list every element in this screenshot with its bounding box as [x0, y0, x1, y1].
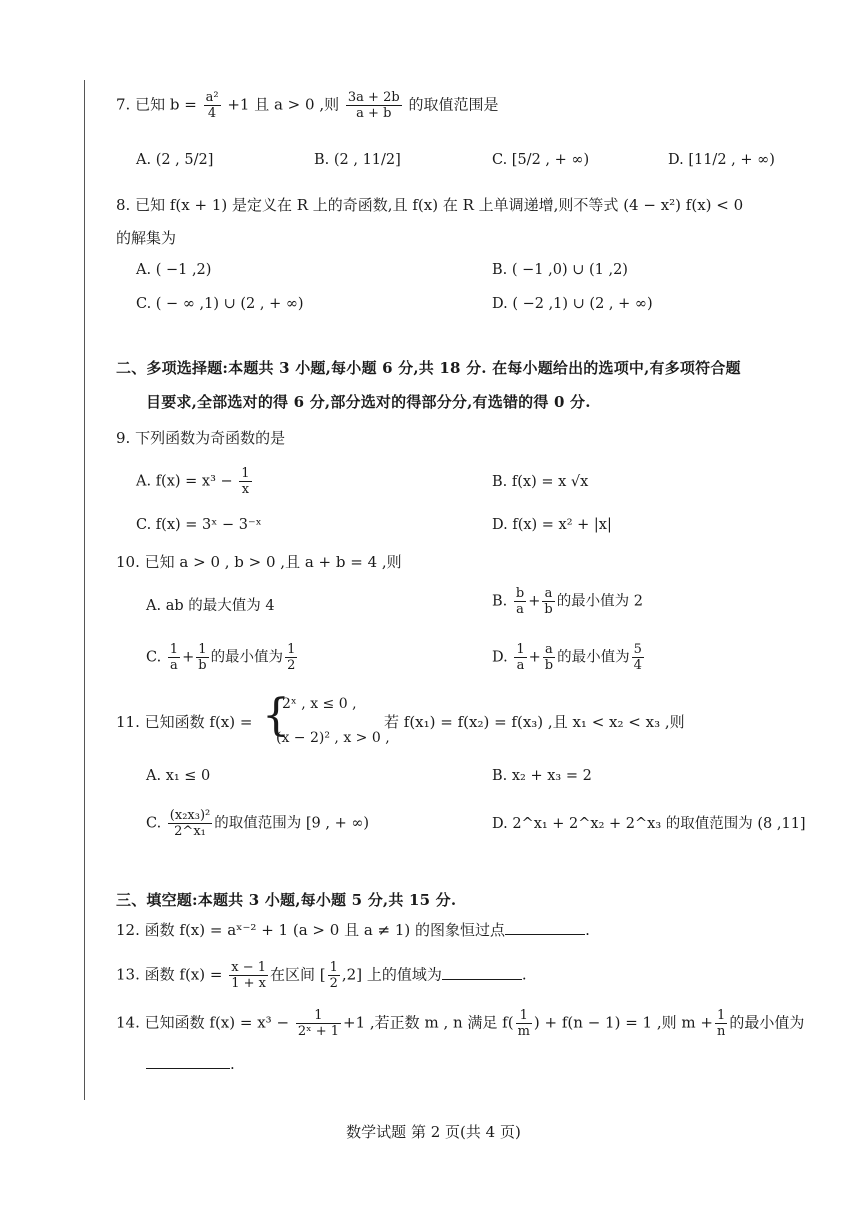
question-11-stem-prefix: 11. 已知函数 f(x) =	[116, 713, 253, 731]
q14-mid: +1 ,若正数 m , n 满足 f(	[343, 1013, 514, 1032]
q10-b-frac2	[542, 586, 554, 617]
q7-suffix: 的取值范围是	[408, 95, 499, 114]
page-footer: 数学试题 第 2 页(共 4 页)	[346, 1123, 521, 1141]
q10-option-c: C. $\frac{1}{a}$ + $\frac{1}{b}$ 的最小值为 $\frac{1}{2}$	[146, 642, 296, 673]
q14-fraction	[296, 1008, 341, 1039]
q9-option-d: D. f(x) = x² + |x|	[492, 517, 612, 533]
question-13	[116, 960, 527, 991]
section-3-heading: 三、填空题:本题共 3 小题,每小题 5 分,共 15 分.	[116, 891, 457, 909]
q10-d-frac1-num: 1	[516, 642, 525, 657]
q11-piece-1: 2ˣ , x ≤ 0 ,	[282, 696, 357, 712]
q10-b-suffix: 的最小值为 2	[556, 593, 644, 610]
q8-option-c: C. ( − ∞ ,1) ∪ (2 , + ∞)	[136, 296, 304, 312]
q13-end: .	[521, 965, 527, 984]
q11-c-suffix: 的取值范围为 [9 , + ∞)	[214, 815, 370, 832]
q10-b-frac2-den: b	[544, 602, 553, 617]
q12-stem: 12. 函数 f(x) = aˣ⁻² + 1 (a > 0 且 a ≠ 1) 的图象恒过点	[116, 921, 506, 939]
q10-d-frac2-num: a	[543, 642, 555, 658]
q11-option-c	[146, 808, 369, 839]
q10-d-frac2-den: b	[544, 658, 554, 673]
q10-c-frac2-num: 1	[196, 642, 208, 658]
q10-b-frac2-num: a	[542, 586, 554, 602]
question-10-stem: 10. 已知 a > 0 , b > 0 ,且 a + b = 4 ,则	[116, 553, 402, 571]
q10-d-suffix: 的最小值为	[557, 649, 630, 666]
q11-option-a: A. x₁ ≤ 0	[146, 768, 211, 784]
question-8-stem-line2: 的解集为	[116, 229, 177, 247]
q10-c-answer-num: 1	[287, 642, 296, 657]
q11-c-num: (x₂x₃)²	[169, 808, 211, 823]
q13-interval-fraction	[328, 960, 340, 991]
q7-option-a: A. (2 , 5/2]	[136, 152, 214, 168]
q7-fraction-2	[346, 90, 402, 121]
q10-d-answer-den: 4	[633, 658, 642, 673]
question-11-stem-suffix: 若 f(x₁) = f(x₂) = f(x₃) ,且 x₁ < x₂ < x₃ ,则	[384, 713, 685, 731]
q14-n-num: 1	[715, 1008, 727, 1024]
q10-d-frac2	[543, 642, 555, 673]
q7-prefix: 7. 已知 b =	[116, 95, 197, 114]
q7-option-c: C. [5/2 , + ∞)	[492, 152, 590, 168]
q13-int-den: 2	[329, 976, 338, 991]
q10-c-frac1-num: 1	[169, 642, 179, 657]
question-8-stem-line1: 8. 已知 f(x + 1) 是定义在 R 上的奇函数,且 f(x) 在 R 上单调递增,则不等式 (4 − x²) f(x) < 0	[116, 196, 744, 214]
question-7-stem	[116, 90, 498, 121]
q14-mid2: ) + f(n − 1) = 1 ,则 m +	[533, 1013, 713, 1032]
section-2-heading-cont: 目要求,全部选对的得 6 分,部分选对的得部分分,有选错的得 0 分.	[146, 393, 591, 411]
q10-d-prefix: D.	[492, 649, 508, 666]
q10-b-prefix: B.	[492, 593, 508, 610]
q10-d-answer-num: 5	[633, 642, 642, 657]
q14-m-den: m	[517, 1024, 530, 1039]
q11-option-b: B. x₂ + x₃ = 2	[492, 768, 592, 784]
q14-num: 1	[296, 1008, 341, 1024]
q7-frac2-den: a + b	[356, 106, 392, 121]
q12-end: .	[585, 921, 590, 939]
q10-c-answer	[285, 642, 297, 673]
q10-c-frac2-den: b	[198, 658, 207, 673]
q7-fraction-1	[204, 90, 221, 121]
q10-c-frac1	[168, 642, 180, 673]
q11-option-d: D. 2^x₁ + 2^x₂ + 2^x₃ 的取值范围为 (8 ,11]	[492, 816, 806, 832]
q10-d-answer	[632, 642, 644, 673]
q7-option-d: D. [11/2 , + ∞)	[668, 152, 775, 168]
q13-int-num: 1	[329, 960, 338, 975]
q7-option-b: B. (2 , 11/2]	[314, 152, 401, 168]
q10-c-suffix: 的最小值为	[210, 649, 284, 666]
q11-c-fraction	[168, 808, 212, 839]
margin-rule	[84, 80, 85, 1100]
q10-c-frac2	[196, 642, 208, 673]
q7-mid: +1 且 a > 0 ,则	[227, 95, 340, 114]
question-14	[116, 1008, 804, 1039]
q14-n-den: n	[716, 1024, 726, 1039]
q14-end: .	[230, 1055, 235, 1073]
q12-answer-blank[interactable]	[505, 920, 585, 935]
q11-piece-2: (x − 2)² , x > 0 ,	[276, 730, 390, 746]
question-12	[116, 920, 590, 940]
q14-suffix: 的最小值为	[729, 1013, 805, 1032]
q9-a-den: x	[241, 482, 250, 497]
question-9-stem: 9. 下列函数为奇函数的是	[116, 429, 286, 447]
q9-a-fraction	[239, 466, 251, 497]
q13-mid: 在区间 [	[270, 965, 326, 984]
q7-frac2-num: 3a + 2b	[347, 90, 400, 105]
q8-option-a: A. ( −1 ,2)	[136, 262, 212, 278]
q7-frac1-num: a²	[205, 90, 219, 105]
q9-a-num: 1	[241, 466, 250, 481]
q10-option-a: A. ab 的最大值为 4	[146, 598, 275, 614]
q14-prefix: 14. 已知函数 f(x) = x³ −	[116, 1013, 290, 1032]
q11-c-den: 2^x₁	[174, 824, 206, 839]
q13-suffix: ,2] 上的值域为	[341, 965, 442, 984]
q10-c-answer-den: 2	[287, 658, 296, 673]
q13-answer-blank[interactable]	[442, 965, 522, 980]
q10-c-prefix: C.	[146, 649, 162, 666]
q14-m-num: 1	[516, 1008, 532, 1024]
q10-d-frac1-den: a	[516, 658, 525, 673]
q8-option-b: B. ( −1 ,0) ∪ (1 ,2)	[492, 262, 628, 278]
q9-a-prefix: A. f(x) = x³ −	[136, 473, 233, 490]
q10-option-d: D. $\frac{1}{a}$ + $\frac{a}{b}$ 的最小值为 $\frac{5}{4}$	[492, 642, 642, 673]
q10-b-frac1	[514, 586, 526, 617]
q13-fraction	[229, 960, 268, 991]
question-14-blank-line	[146, 1054, 235, 1074]
q14-m-fraction	[516, 1008, 532, 1039]
q10-option-b: B. $\frac{b}{a}$ + $\frac{a}{b}$ 的最小值为 2	[492, 586, 644, 617]
q14-den: 2ˣ + 1	[297, 1024, 340, 1039]
q10-b-frac1-num: b	[515, 586, 525, 601]
q11-c-prefix: C.	[146, 815, 162, 832]
q14-n-fraction	[715, 1008, 727, 1039]
q10-c-frac1-den: a	[170, 658, 178, 673]
section-2-heading: 二、多项选择题:本题共 3 小题,每小题 6 分,共 18 分. 在每小题给出的选项中,有多项符合题	[116, 359, 741, 377]
q9-option-a	[136, 466, 254, 497]
q13-num: x − 1	[231, 960, 266, 975]
q10-d-frac1	[514, 642, 526, 673]
q9-option-b: B. f(x) = x √x	[492, 474, 589, 490]
q10-b-frac1-den: a	[516, 602, 524, 617]
q13-prefix: 13. 函数 f(x) =	[116, 965, 223, 984]
q9-option-c: C. f(x) = 3ˣ − 3⁻ˣ	[136, 517, 262, 533]
q8-option-d: D. ( −2 ,1) ∪ (2 , + ∞)	[492, 296, 653, 312]
q13-den: 1 + x	[231, 976, 266, 991]
q14-answer-blank[interactable]	[146, 1054, 230, 1069]
q11-brace: {	[262, 690, 290, 741]
q7-frac1-den: 4	[207, 106, 217, 121]
